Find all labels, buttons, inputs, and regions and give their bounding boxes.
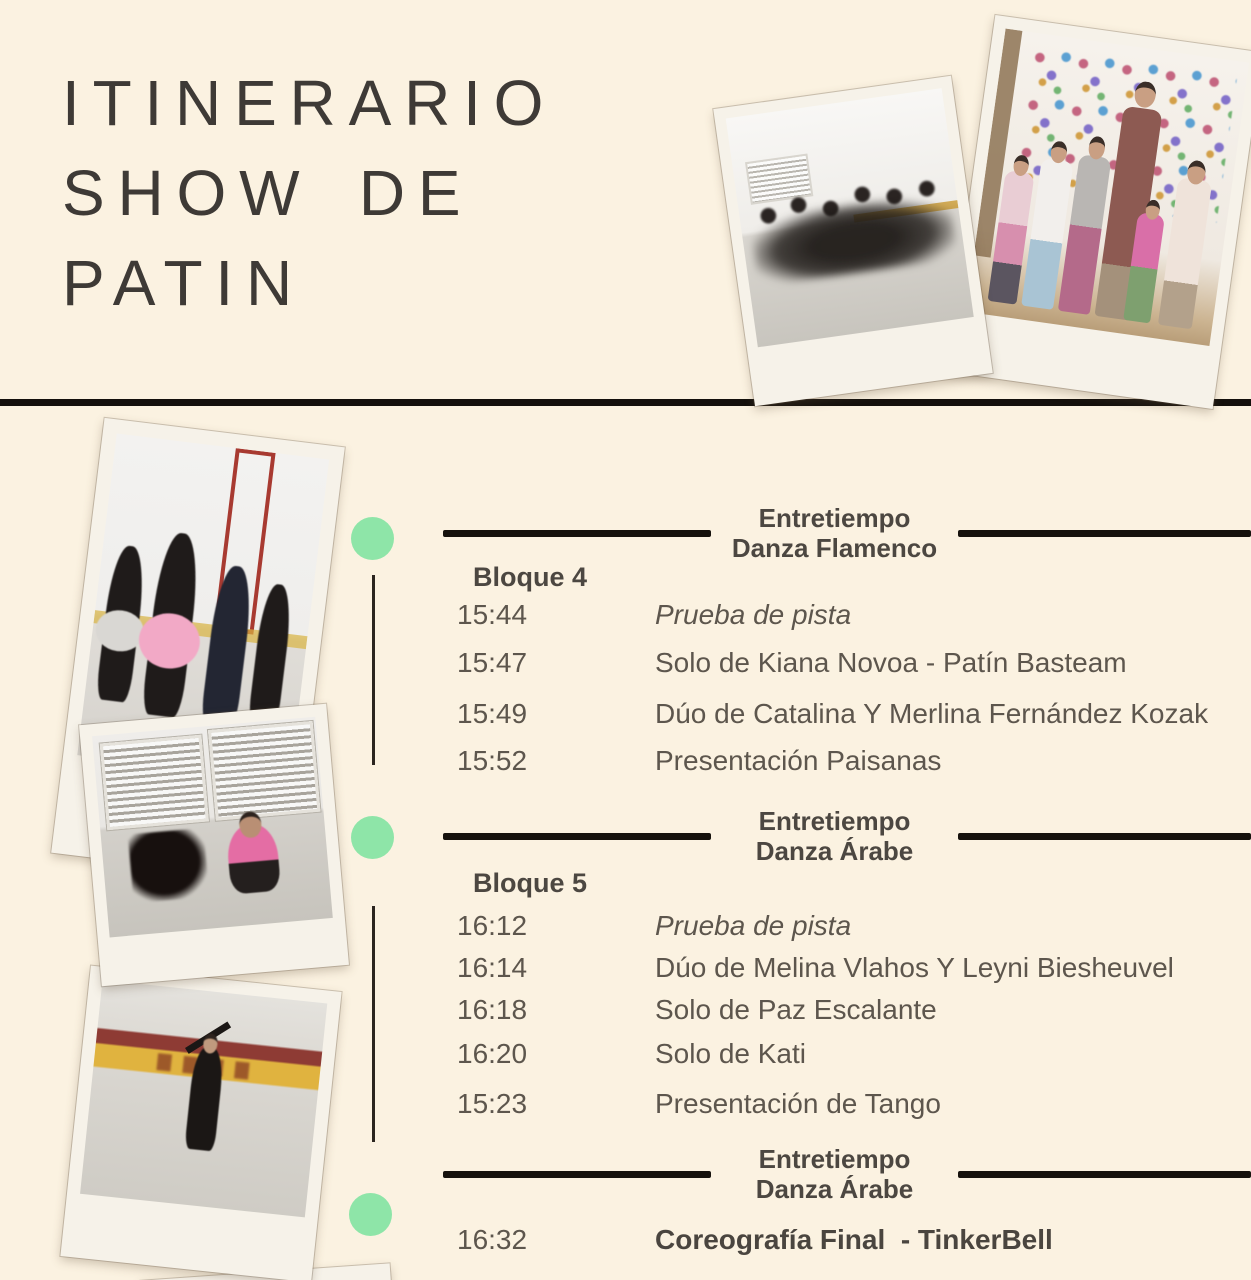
section-header-arabe-1 bbox=[443, 806, 1251, 866]
timeline-line bbox=[372, 906, 375, 1142]
schedule-row bbox=[457, 1088, 941, 1120]
block-label: Bloque 5 bbox=[473, 868, 588, 898]
schedule-row bbox=[457, 1038, 806, 1070]
row-time: 15:23 bbox=[457, 1088, 528, 1119]
block-label: Bloque 4 bbox=[473, 562, 588, 592]
row-event: Prueba de pista bbox=[655, 910, 852, 941]
row-time: 16:32 bbox=[457, 1224, 528, 1255]
timeline-line bbox=[372, 575, 375, 765]
timeline-dot bbox=[351, 816, 394, 859]
timeline-dot bbox=[349, 1193, 392, 1236]
photo-figure bbox=[200, 564, 256, 729]
schedule-row bbox=[457, 599, 851, 631]
photo-duo-skaters-holding-hands bbox=[79, 704, 349, 987]
schedule-row bbox=[457, 745, 941, 777]
section-header-arabe-2 bbox=[443, 1144, 1251, 1204]
row-time: 15:49 bbox=[457, 698, 528, 729]
photo-kids-butterfly-backdrop bbox=[945, 15, 1251, 409]
header-text bbox=[711, 1144, 958, 1204]
photo-figure bbox=[141, 531, 204, 719]
photo-skaters-group-crouching bbox=[713, 76, 992, 406]
row-event: Dúo de Catalina Y Merlina Fernández Kozak bbox=[655, 698, 1209, 729]
header-rule-left bbox=[443, 1171, 711, 1178]
section-divider bbox=[0, 399, 1251, 406]
schedule-row bbox=[457, 647, 1127, 679]
header-line-1: Entretiempo bbox=[758, 1144, 911, 1174]
header-rule-right bbox=[958, 1171, 1251, 1178]
row-event: Presentación Paisanas bbox=[655, 745, 942, 776]
header-line-1: Entretiempo bbox=[758, 806, 911, 836]
row-time: 16:18 bbox=[457, 994, 528, 1025]
schedule-row bbox=[457, 910, 851, 942]
row-time: 16:12 bbox=[457, 910, 528, 941]
header-line-2: Danza Árabe bbox=[755, 1174, 914, 1204]
row-event: Dúo de Melina Vlahos Y Leyni Biesheuvel bbox=[655, 952, 1174, 983]
schedule-row bbox=[457, 994, 937, 1026]
row-event: Presentación de Tango bbox=[655, 1088, 941, 1119]
title-line-1: ITINERARIO bbox=[62, 67, 557, 139]
photo-image bbox=[80, 980, 327, 1217]
title-line-2: SHOW DE bbox=[62, 157, 474, 229]
row-event: Solo de Kati bbox=[655, 1038, 806, 1069]
row-event: Solo de Paz Escalante bbox=[655, 994, 937, 1025]
header-rule-right bbox=[958, 530, 1251, 537]
row-time: 16:20 bbox=[457, 1038, 528, 1069]
row-event: Prueba de pista bbox=[655, 599, 852, 630]
window-blinds bbox=[99, 735, 208, 830]
photo-image bbox=[726, 88, 974, 347]
row-time: 15:47 bbox=[457, 647, 528, 678]
window-blinds bbox=[208, 721, 320, 821]
photo-figure bbox=[95, 544, 148, 703]
row-time: 15:44 bbox=[457, 599, 528, 630]
timeline-dot bbox=[351, 517, 394, 560]
schedule-row bbox=[457, 952, 1174, 984]
header-rule-left bbox=[443, 530, 711, 537]
header-text bbox=[711, 806, 958, 866]
photo-solo-skater-pose bbox=[60, 966, 341, 1280]
row-time: 15:52 bbox=[457, 745, 528, 776]
header-rule-left bbox=[443, 833, 711, 840]
schedule-row bbox=[457, 1224, 1053, 1256]
section-header-flamenco bbox=[443, 503, 1251, 563]
header-text bbox=[711, 503, 958, 563]
row-time: 16:14 bbox=[457, 952, 528, 983]
header-line-2: Danza Flamenco bbox=[731, 533, 938, 563]
header-line-1: Entretiempo bbox=[758, 503, 911, 533]
photo-figure bbox=[226, 822, 281, 895]
title-line-3: PATIN bbox=[62, 247, 305, 319]
schedule-row bbox=[457, 698, 1208, 730]
photo-figure bbox=[128, 828, 210, 903]
header-line-2: Danza Árabe bbox=[755, 836, 914, 866]
row-event: Coreografía Final - TinkerBell bbox=[655, 1224, 1053, 1255]
photo-image bbox=[966, 29, 1249, 346]
page-title bbox=[62, 58, 556, 328]
photo-image bbox=[92, 717, 333, 938]
header-rule-right bbox=[958, 833, 1251, 840]
row-event: Solo de Kiana Novoa - Patín Basteam bbox=[655, 647, 1127, 678]
